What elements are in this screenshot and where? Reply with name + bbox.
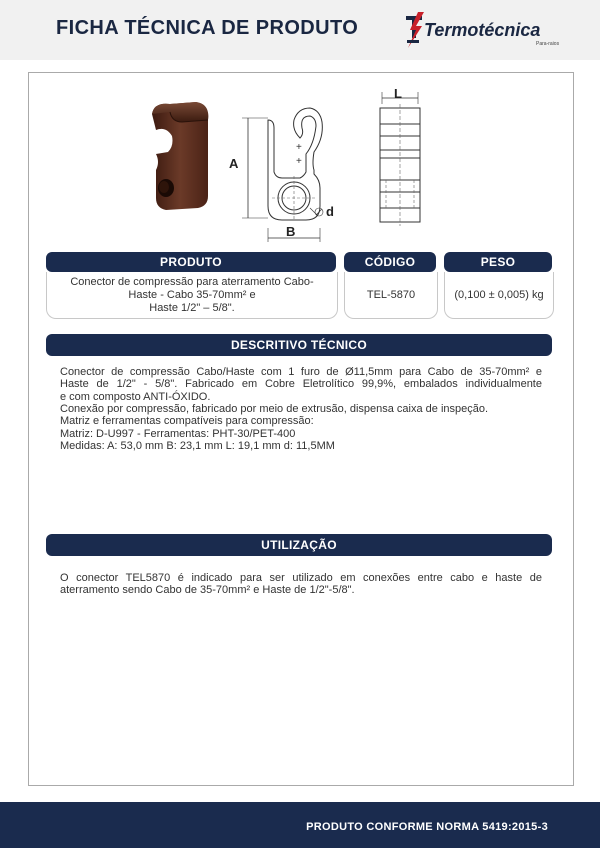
dimension-d-label: d [326, 204, 334, 219]
norm-compliance-text: PRODUTO CONFORME NORMA 5419:2015-3 [306, 821, 548, 833]
technical-description-text [60, 366, 542, 403]
document-title: FICHA TÉCNICA DE PRODUTO [56, 17, 359, 39]
description-line: Conexão por compressão, fabricado por meio de extrusão, dispensa caixa de inspeção. [60, 403, 489, 415]
footer-bar [0, 802, 600, 848]
dimension-a-label: A [229, 156, 239, 171]
product-description-line: Haste 1/2" – 5/8". [149, 301, 235, 314]
usage-line: aterramento sendo Cabo de 35-70mm² e Haste de 1/2"-5/8". [60, 584, 355, 597]
usage-line: O conector TEL5870 é indicado para ser utilizado em conexões entre cabo e haste de [60, 572, 542, 584]
usage-text [60, 572, 542, 597]
usage-header: UTILIZAÇÃO [46, 534, 552, 556]
lightning-logo-icon [404, 10, 426, 50]
brand-name: Termotécnica [424, 20, 541, 40]
dimension-b-label: B [286, 224, 296, 239]
dimension-l-label: L [394, 86, 402, 101]
description-line: Matriz: D-U997 - Ferramentas: PHT-30/PET-400 [60, 427, 296, 440]
svg-text:+: + [296, 156, 302, 167]
technical-description-header: DESCRITIVO TÉCNICO [46, 334, 552, 356]
code-header: CÓDIGO [344, 252, 436, 272]
measurements-line: Medidas: A: 53,0 mm B: 23,1 mm L: 19,1 mm d: 11,5MM [60, 440, 335, 453]
weight-header: PESO [444, 252, 552, 272]
description-line: Conector de compressão Cabo/Haste com 1 furo de Ø11,5mm para Cabo de 35-70mm² e [60, 366, 542, 378]
description-line: Haste de 1/2" - 5/8". Fabricado em Cobre Eletrolítico 99,9%, embalados individualmente [60, 378, 542, 391]
product-header: PRODUTO [46, 252, 336, 272]
product-weight: (0,100 ± 0,005) kg [444, 272, 554, 319]
header-bar [0, 0, 600, 60]
product-description-line: Haste - Cabo 35-70mm² e [128, 288, 256, 301]
product-code: TEL-5870 [344, 272, 438, 319]
brand-logo [404, 10, 574, 50]
description-line: e com composto ANTI-ÓXIDO. [60, 390, 211, 403]
product-description-line: Conector de compressão para aterramento Cabo- [70, 275, 314, 288]
description-line: Matriz e ferramentas compatíveis para compressão: [60, 415, 314, 428]
technical-details-text [60, 403, 542, 453]
connector-product-image [146, 100, 216, 212]
product-description [46, 272, 338, 319]
brand-tagline: Para-raios [536, 41, 560, 47]
svg-text:+: + [296, 142, 302, 153]
front-view-drawing [220, 88, 350, 248]
side-view-drawing [362, 84, 442, 234]
